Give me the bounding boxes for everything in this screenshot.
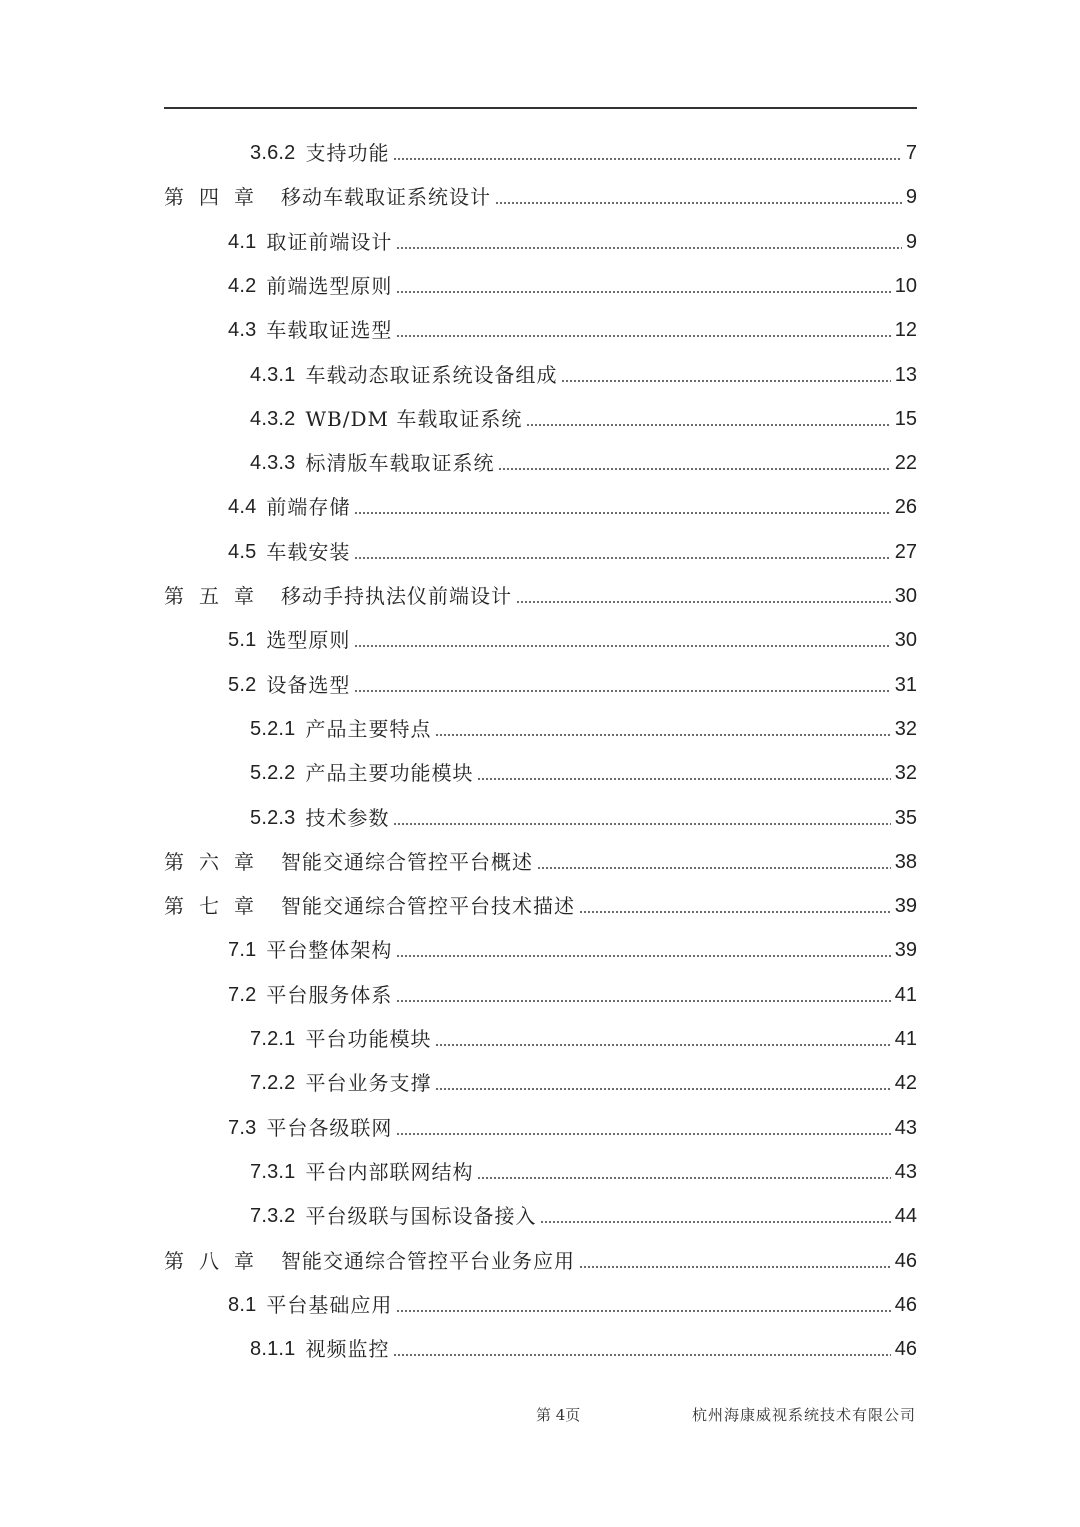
toc-dot-leader [477, 778, 890, 780]
toc-entry-label [250, 751, 473, 795]
toc-entry-label [164, 840, 533, 884]
toc-entry[interactable] [250, 397, 917, 441]
toc-dot-leader [435, 1088, 890, 1090]
toc-entry-number: 4.3.3 [250, 452, 296, 475]
toc-chapter-entry[interactable] [164, 175, 917, 219]
toc-entry-title: 支持功能 [305, 141, 390, 165]
toc-dot-leader [354, 557, 890, 559]
toc-entry-title: 智能交通综合管控平台业务应用 [281, 1248, 575, 1273]
toc-entry-label [250, 796, 389, 840]
header-rule [164, 107, 917, 109]
toc-entry[interactable] [228, 618, 917, 662]
toc-entry[interactable] [250, 441, 917, 485]
toc-entry-number: 第八章 [164, 1248, 269, 1273]
toc-entry-title: 平台各级联网 [266, 1115, 393, 1140]
toc-page-number: 41 [894, 983, 917, 1006]
toc-entry-label [228, 1283, 392, 1327]
toc-entry-title: 平台内部联网结构 [305, 1159, 474, 1184]
toc-entry[interactable] [250, 1150, 917, 1194]
toc-entry-title: 平台服务体系 [266, 982, 393, 1007]
toc-entry-label [250, 397, 522, 441]
toc-entry-label [228, 973, 392, 1017]
page-footer [0, 1404, 1080, 1428]
toc-page-number: 32 [894, 717, 917, 740]
toc-entry-label [250, 707, 431, 751]
toc-entry[interactable] [250, 1061, 917, 1105]
toc-dot-leader [435, 1044, 890, 1046]
toc-page-number: 15 [894, 407, 917, 430]
toc-dot-leader [396, 335, 890, 337]
toc-entry-title: 前端选型原则 [266, 273, 393, 298]
toc-entry-label [228, 928, 392, 972]
toc-entry-number: 5.2 [228, 673, 257, 696]
toc-page-number: 7 [905, 142, 917, 164]
toc-entry-label [228, 485, 350, 529]
toc-entry-number: 7.2.1 [250, 1028, 296, 1050]
toc-page-number: 26 [894, 496, 917, 519]
toc-page-number: 13 [894, 363, 917, 386]
toc-page-number: 43 [894, 1116, 917, 1139]
toc-entry-label [250, 1194, 536, 1238]
toc-entry[interactable] [250, 1194, 917, 1238]
toc-entry-number: 5.2.2 [250, 762, 296, 785]
toc-entry-label [164, 884, 575, 928]
toc-page-number: 39 [894, 895, 917, 918]
toc-dot-leader [579, 911, 891, 913]
toc-entry-title: 车载取证选型 [266, 318, 393, 343]
toc-entry-number: 7.3.2 [250, 1205, 296, 1228]
toc-entry-number: 第六章 [164, 849, 269, 874]
toc-dot-leader [396, 955, 890, 957]
toc-entry-title: 取证前端设计 [266, 229, 393, 254]
toc-entry[interactable] [228, 264, 917, 308]
toc-entry[interactable] [250, 353, 917, 397]
toc-entry[interactable] [228, 1106, 917, 1150]
toc-entry-number: 第七章 [164, 894, 269, 919]
toc-dot-leader [498, 468, 890, 470]
toc-page-number: 39 [894, 939, 917, 962]
toc-entry-number: 8.1.1 [250, 1338, 296, 1361]
toc-entry-label [228, 220, 392, 264]
toc-entry-number: 4.3 [228, 319, 257, 342]
toc-entry[interactable] [250, 751, 917, 795]
toc-entry-number: 4.3.2 [250, 407, 296, 430]
toc-entry-title: 标清版车载取证系统 [305, 451, 495, 476]
toc-entry-label [250, 353, 557, 397]
toc-entry-number: 7.3 [228, 1116, 257, 1139]
toc-page-number: 10 [894, 274, 917, 297]
toc-page-number: 46 [894, 1249, 917, 1272]
toc-dot-leader [393, 823, 890, 825]
toc-page-number: 41 [894, 1028, 917, 1050]
toc-dot-leader [537, 867, 891, 869]
toc-entry-title: 视频监控 [305, 1337, 390, 1362]
toc-page-number: 46 [894, 1293, 917, 1316]
toc-dot-leader [396, 1310, 890, 1312]
company-name: 杭州海康威视系统技术有限公司 [691, 1406, 916, 1424]
toc-dot-leader [396, 1000, 890, 1002]
toc-page-number: 12 [894, 319, 917, 342]
toc-entry[interactable] [250, 1017, 917, 1061]
toc-entry-label [250, 1017, 431, 1061]
toc-entry-title: 移动车载取证系统设计 [281, 185, 491, 210]
toc-dot-leader [477, 1177, 890, 1179]
toc-entry-label [228, 1106, 392, 1150]
toc-entry-title: WB/DM 车载取证系统 [305, 406, 523, 431]
toc-page-number: 22 [894, 452, 917, 475]
page-number: 第 4页 [536, 1406, 581, 1424]
toc-dot-leader [393, 1354, 890, 1356]
toc-entry-label [228, 663, 350, 707]
toc-entry-title: 移动手持执法仪前端设计 [281, 584, 512, 608]
toc-entry-title: 设备选型 [266, 672, 351, 697]
toc-chapter-entry[interactable] [164, 884, 917, 928]
toc-entry-title: 产品主要特点 [305, 716, 432, 741]
toc-entry-number: 4.3.1 [250, 363, 296, 386]
toc-entry-label [250, 1150, 473, 1194]
toc-entry-title: 平台级联与国标设备接入 [305, 1204, 537, 1229]
toc-page-number: 32 [894, 762, 917, 785]
toc-dot-leader [561, 380, 890, 382]
toc-entry-label [250, 1327, 389, 1371]
toc-entry-label [228, 308, 392, 352]
toc-entry[interactable] [228, 973, 917, 1017]
toc-dot-leader [516, 601, 891, 603]
toc-dot-leader [396, 291, 890, 293]
toc-entry[interactable] [250, 707, 917, 751]
toc-entry-title: 智能交通综合管控平台技术描述 [281, 894, 575, 919]
toc-entry-number: 7.1 [228, 939, 257, 962]
toc-entry-title: 平台基础应用 [266, 1292, 393, 1317]
toc-chapter-entry[interactable] [164, 1239, 917, 1283]
toc-entry-title: 智能交通综合管控平台概述 [281, 849, 533, 874]
toc-entry-label [228, 264, 392, 308]
toc-entry-number: 第五章 [164, 584, 269, 608]
toc-entry[interactable] [228, 1283, 917, 1327]
toc-page-number: 9 [905, 186, 917, 209]
toc-entry-number: 7.2 [228, 983, 257, 1006]
toc-entry[interactable] [250, 1327, 917, 1371]
toc-page-number: 43 [894, 1160, 917, 1183]
toc-entry-title: 车载动态取证系统设备组成 [305, 362, 558, 387]
toc-entry-number: 5.1 [228, 629, 257, 652]
toc-dot-leader [579, 1266, 891, 1268]
toc-chapter-entry[interactable] [164, 840, 917, 884]
toc-entry-title: 平台整体架构 [266, 938, 393, 963]
toc-entry-number: 4.2 [228, 274, 257, 297]
toc-entry-label [250, 441, 494, 485]
toc-entry-number: 7.3.1 [250, 1160, 296, 1183]
toc-entry-title: 前端存储 [266, 495, 351, 520]
toc-entry[interactable] [228, 530, 917, 574]
toc-page-number: 46 [894, 1338, 917, 1361]
toc-entry[interactable] [228, 485, 917, 529]
toc-dot-leader [396, 247, 901, 249]
toc-entry-label [250, 131, 389, 175]
toc-entry-number: 5.2.1 [250, 717, 296, 740]
toc-dot-leader [354, 645, 890, 647]
toc-entry-label [228, 530, 350, 574]
toc-entry-number: 5.2.3 [250, 806, 296, 829]
toc-page-number: 35 [894, 806, 917, 829]
toc-entry-title: 车载安装 [266, 539, 351, 564]
toc-entry-number: 7.2.2 [250, 1072, 296, 1095]
toc-entry-title: 平台业务支撑 [305, 1071, 432, 1096]
toc-entry-label [164, 1239, 575, 1283]
toc-entry-number: 3.6.2 [250, 142, 296, 164]
toc-dot-leader [540, 1221, 890, 1223]
toc-page-number: 44 [894, 1205, 917, 1228]
toc-entry-label [164, 574, 512, 618]
toc-entry-number: 4.4 [228, 496, 257, 519]
toc-page-number: 9 [905, 230, 917, 253]
toc-entry-title: 选型原则 [266, 628, 351, 653]
toc-entry-number: 4.5 [228, 540, 257, 563]
toc-entry[interactable] [250, 796, 917, 840]
toc-entry[interactable] [228, 928, 917, 972]
toc-dot-leader [495, 202, 902, 204]
toc-entry[interactable] [250, 131, 917, 175]
toc-entry-title: 平台功能模块 [305, 1027, 432, 1051]
toc-dot-leader [354, 690, 890, 692]
toc-chapter-entry[interactable] [164, 574, 917, 618]
toc-entry-title: 产品主要功能模块 [305, 761, 474, 786]
toc-entry[interactable] [228, 220, 917, 264]
toc-page-number: 30 [894, 585, 917, 607]
toc-entry-number: 8.1 [228, 1293, 257, 1316]
toc-entry-label [228, 618, 350, 662]
toc-entry-number: 第四章 [164, 185, 269, 210]
toc-entry-number: 4.1 [228, 230, 257, 253]
toc-page-number: 42 [894, 1072, 917, 1095]
toc-dot-leader [435, 734, 890, 736]
toc-dot-leader [526, 424, 890, 426]
toc-entry-label [164, 175, 491, 219]
toc-dot-leader [396, 1133, 890, 1135]
toc-page-number: 38 [894, 850, 917, 873]
toc-entry[interactable] [228, 663, 917, 707]
toc-dot-leader [354, 512, 890, 514]
toc-page-number: 27 [894, 540, 917, 563]
toc-page-number: 31 [894, 673, 917, 696]
toc-dot-leader [393, 158, 901, 160]
toc-page-number: 30 [894, 629, 917, 652]
toc-entry[interactable] [228, 308, 917, 352]
toc-entry-title: 技术参数 [305, 805, 390, 830]
toc-entry-label [250, 1061, 431, 1105]
